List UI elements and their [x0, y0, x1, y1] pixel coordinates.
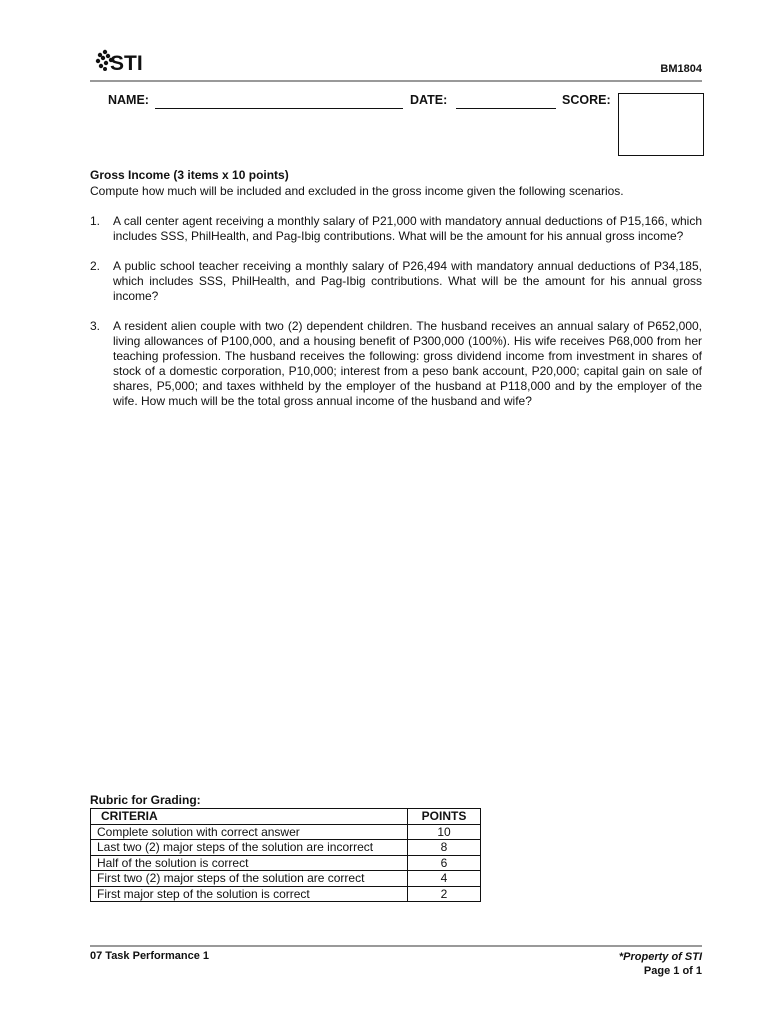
rubric-header-row — [91, 809, 481, 825]
footer-right — [619, 950, 702, 978]
name-field[interactable] — [155, 108, 403, 109]
question-list — [90, 214, 702, 409]
rubric-row — [91, 840, 481, 856]
property-note: *Property of STI — [618, 951, 702, 963]
date-field[interactable] — [456, 108, 556, 109]
header-rule — [90, 80, 702, 82]
points-cell: 8 — [408, 840, 481, 856]
question-number: 3. — [90, 319, 101, 333]
svg-text:STI: STI — [110, 52, 143, 75]
score-label: SCORE: — [562, 93, 611, 107]
criteria-cell: Last two (2) major steps of the solution are incorrect — [91, 840, 408, 856]
question-number: 1. — [90, 214, 101, 228]
name-label: NAME: — [108, 93, 149, 107]
main-content — [90, 168, 702, 424]
score-box[interactable] — [618, 93, 704, 156]
rubric-table — [90, 808, 481, 902]
criteria-cell: First two (2) major steps of the solution are correct — [91, 871, 408, 887]
rubric-row — [91, 871, 481, 887]
course-code: BM1804 — [660, 63, 702, 75]
page-number: Page 1 of 1 — [643, 965, 702, 977]
points-cell: 2 — [408, 886, 481, 902]
footer-title: 07 Task Performance 1 — [90, 950, 210, 962]
date-label: DATE: — [410, 93, 448, 107]
criteria-cell: Complete solution with correct answer — [91, 824, 408, 840]
question-item — [90, 214, 702, 244]
question-item — [90, 319, 702, 409]
question-number: 2. — [90, 259, 101, 273]
question-text: A public school teacher receiving a monthly salary of P26,494 with mandatory annual deductions of P34,185, which includes SSS, PhilHealth, and Pag-Ibig contributions. What will be the amount for his annual gross income? — [113, 259, 702, 303]
question-text: A resident alien couple with two (2) dependent children. The husband receives an annual salary of P652,000, living allowances of P100,000, and a housing benefit of P300,000 (100%). His wife receives P68,000 from her teaching profession. The husband receives the following: gross dividend income from investment in shares of stock of a domestic corporation, P10,000; interest from a peso bank account, P20,000; capital gain on sale of shares, P5,000; and taxes withheld by the employer of the husband at P118,000 and by the employer of the wife. How much will be the total gross annual income of the husband and wife? — [113, 319, 702, 408]
question-text: A call center agent receiving a monthly salary of P21,000 with mandatory annual deductions of P15,166, which includes SSS, PhilHealth, and Pag-Ibig contributions. What will be the amount for his annual gross income? — [113, 214, 702, 243]
criteria-header: CRITERIA — [91, 809, 408, 825]
rubric-row — [91, 824, 481, 840]
points-cell: 10 — [408, 824, 481, 840]
points-cell: 4 — [408, 871, 481, 887]
rubric-title: Rubric for Grading: — [90, 793, 201, 807]
points-header: POINTS — [408, 809, 481, 825]
criteria-cell: First major step of the solution is correct — [91, 886, 408, 902]
sti-logo — [92, 46, 152, 76]
criteria-cell: Half of the solution is correct — [91, 855, 408, 871]
section-title: Gross Income (3 items x 10 points) — [90, 168, 289, 182]
section-intro: Compute how much will be included and excluded in the gross income given the following scenarios. — [90, 184, 624, 198]
points-cell: 6 — [408, 855, 481, 871]
question-item — [90, 259, 702, 304]
rubric-row — [91, 855, 481, 871]
footer-rule — [90, 945, 702, 947]
rubric-row — [91, 886, 481, 902]
